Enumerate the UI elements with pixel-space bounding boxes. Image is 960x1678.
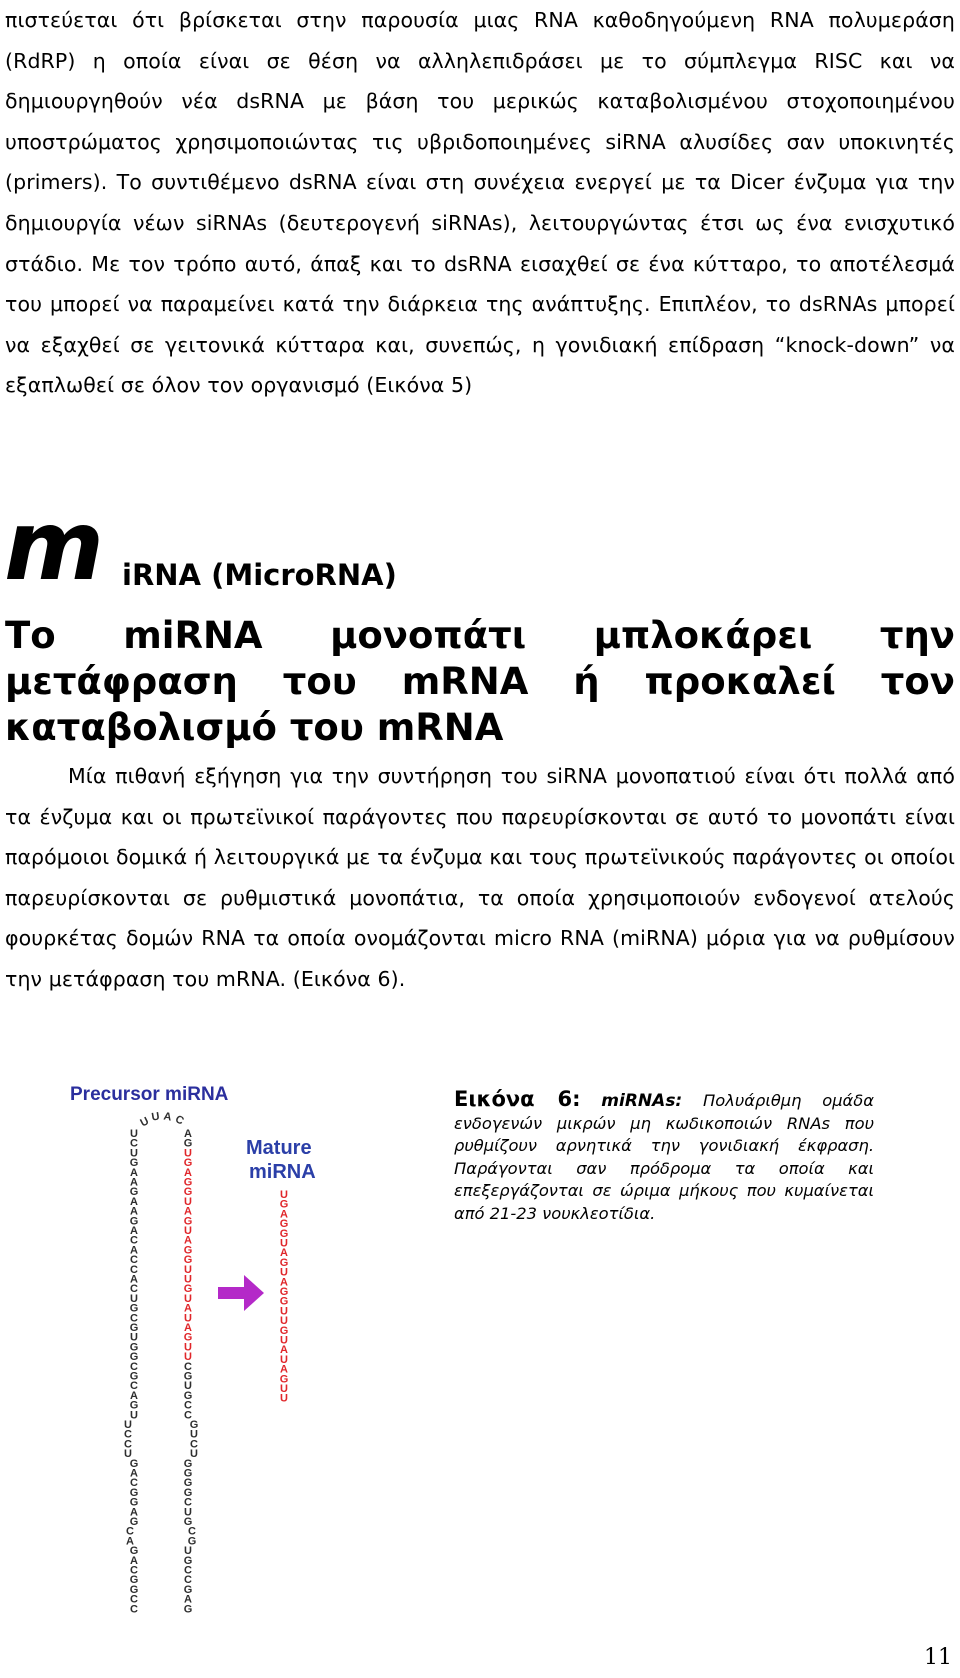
right-strand-nucleotide: A (184, 1128, 192, 1140)
mature-nucleotide: A (280, 1344, 288, 1357)
right-strand-nucleotide: G (183, 1186, 193, 1199)
right-strand-nucleotide: G (183, 1244, 193, 1257)
left-strand-nucleotide: A (130, 1195, 138, 1208)
body-paragraph-2: Μία πιθανή εξήγηση για την συντήρηση του siRNA μονοπατιού είναι ότι πολλά από τα ένζυμα και οι πρωτεϊνικοί παράγοντες που παρευρίσκονται σε αυτό το μονοπάτι είναι παρόμοιοι δομικά ή λειτουργικά με τα ένζυμα και τους πρωτεϊνικούς παράγοντες οι οποίοι παρευρίσκονται σε ρυθμιστικά μονοπάτια, τα οποία χρησιμοποιούν ενδογενοί ατελούς φουρκέτας δομών RNA τα οποία ονομάζονται micro RNA (miRNA) μόρια για να ρυθμίσουν την μετάφραση του mRNA. (Εικόνα 6). (5, 764, 955, 991)
left-strand-nucleotide: A (130, 1389, 138, 1402)
mature-nucleotide: U (280, 1305, 288, 1318)
loop-nucleotide: U (150, 1110, 161, 1124)
left-strand-nucleotide: C (130, 1283, 138, 1296)
left-strand-nucleotide: G (129, 1302, 139, 1315)
right-strand-nucleotide: C (184, 1496, 192, 1509)
left-strand-nucleotide: A (130, 1273, 138, 1286)
left-strand-nucleotide: C (130, 1593, 138, 1606)
mature-nucleotide: A (280, 1247, 288, 1260)
mature-nucleotide: G (279, 1373, 289, 1386)
right-strand-nucleotide: G (183, 1331, 193, 1344)
right-strand-nucleotide: U (184, 1147, 192, 1160)
figure-caption (454, 1088, 874, 1226)
processing-arrow-icon (218, 1275, 264, 1311)
mature-nucleotide: G (279, 1286, 289, 1298)
right-strand-nucleotide: U (184, 1341, 192, 1354)
left-strand-nucleotide: C (130, 1477, 138, 1490)
mature-nucleotide: U (280, 1266, 288, 1279)
left-strand-nucleotide: G (129, 1496, 139, 1509)
mature-nucleotide: A (280, 1208, 288, 1221)
right-strand-nucleotide: G (183, 1516, 193, 1528)
mature-nucleotide: U (280, 1353, 288, 1366)
caption-label: Εικόνα 6: (454, 1087, 581, 1111)
right-strand-nucleotide: G (189, 1419, 199, 1431)
left-strand-nucleotide: A (126, 1535, 134, 1548)
right-strand-nucleotide: C (184, 1360, 192, 1373)
left-strand-nucleotide: G (129, 1157, 139, 1170)
right-strand-nucleotide: G (183, 1283, 193, 1296)
mature-nucleotide: A (280, 1276, 288, 1289)
right-strand-nucleotide: C (184, 1399, 192, 1412)
left-strand-nucleotide: C (124, 1428, 132, 1441)
right-strand-nucleotide: U (184, 1195, 192, 1208)
section-heading-initial: m (4, 490, 101, 602)
mature-nucleotide: G (279, 1256, 289, 1269)
right-strand-nucleotide: U (184, 1506, 192, 1519)
left-strand-nucleotide: G (129, 1322, 139, 1334)
left-strand-nucleotide: G (129, 1486, 139, 1499)
mature-nucleotide: G (279, 1295, 289, 1308)
caption-text: Πολυάριθμη ομάδα ενδογενών μικρών μη κωδικοποιών RNAs που ρυθμίζουν αρνητικά την γονιδιακή έκφραση. Παράγονται σαν πρόδρομα τα οποία και επεξεργάζονται σε ώριμα μήκους που κυμαίνεται από 21-23 νουκλεοτίδια. (454, 1091, 874, 1223)
left-strand-nucleotide: A (130, 1225, 138, 1237)
right-strand-nucleotide: U (190, 1428, 198, 1441)
mature-nucleotide: G (279, 1324, 289, 1337)
hairpin-loop (138, 1110, 185, 1129)
left-strand-nucleotide: A (130, 1166, 138, 1179)
mature-mirna-sequence (280, 1189, 289, 1405)
mature-nucleotide: G (279, 1218, 289, 1231)
right-strand-nucleotide: A (184, 1593, 192, 1606)
section-heading: iRNA (MicroRNA) (122, 558, 397, 592)
right-strand-nucleotide: G (187, 1535, 197, 1548)
left-strand-nucleotide: A (130, 1205, 138, 1218)
precursor-right-strand (184, 1128, 199, 1615)
left-strand-nucleotide: U (130, 1292, 138, 1305)
left-strand-nucleotide: U (124, 1419, 132, 1431)
right-strand-nucleotide: G (183, 1389, 193, 1402)
precursor-left-strand (124, 1128, 138, 1615)
right-strand-nucleotide: U (184, 1312, 192, 1325)
left-strand-nucleotide: A (130, 1176, 138, 1189)
left-strand-nucleotide: G (129, 1545, 139, 1558)
mature-mirna-label-line1: Mature (246, 1137, 312, 1159)
right-strand-nucleotide: C (184, 1409, 192, 1422)
left-strand-nucleotide: C (130, 1564, 138, 1577)
loop-nucleotide: U (138, 1115, 151, 1130)
mature-nucleotide: U (280, 1189, 288, 1201)
left-strand-nucleotide: C (124, 1438, 132, 1451)
mature-nucleotide: U (280, 1315, 288, 1328)
mature-nucleotide: U (280, 1392, 288, 1405)
left-strand-nucleotide: G (129, 1516, 139, 1528)
precursor-mirna-label: Precursor miRNA (70, 1085, 229, 1105)
left-strand-nucleotide: G (129, 1341, 139, 1354)
caption-term: miRNAs: (601, 1091, 683, 1111)
left-strand-nucleotide: U (130, 1128, 138, 1140)
left-strand-nucleotide: C (126, 1525, 134, 1538)
left-strand-nucleotide: C (130, 1137, 138, 1150)
right-strand-nucleotide: U (190, 1448, 198, 1461)
mature-mirna-label-line2: miRNA (249, 1161, 316, 1183)
left-strand-nucleotide: G (129, 1351, 139, 1364)
right-strand-nucleotide: U (184, 1380, 192, 1393)
left-strand-nucleotide: A (130, 1467, 138, 1480)
right-strand-nucleotide: G (183, 1254, 193, 1267)
left-strand-nucleotide: G (129, 1370, 139, 1383)
mirna-figure (68, 1085, 368, 1655)
left-strand-nucleotide: G (129, 1215, 139, 1228)
left-strand-nucleotide: C (130, 1263, 138, 1276)
right-strand-nucleotide: G (183, 1137, 193, 1150)
left-strand-nucleotide: A (130, 1554, 138, 1567)
left-strand-nucleotide: C (130, 1254, 138, 1267)
right-strand-nucleotide: U (184, 1263, 192, 1276)
left-strand-nucleotide: C (130, 1380, 138, 1393)
left-strand-nucleotide: G (129, 1574, 139, 1587)
mature-nucleotide: U (280, 1237, 288, 1250)
right-strand-nucleotide: U (184, 1225, 192, 1237)
mature-nucleotide: U (280, 1383, 288, 1395)
left-strand-nucleotide: G (129, 1399, 139, 1412)
right-strand-nucleotide: A (184, 1166, 192, 1179)
right-strand-nucleotide: G (183, 1467, 193, 1480)
right-strand-nucleotide: G (183, 1477, 193, 1490)
mature-nucleotide: G (279, 1198, 289, 1211)
left-strand-nucleotide: G (129, 1583, 139, 1596)
right-strand-nucleotide: A (184, 1322, 192, 1334)
left-strand-nucleotide: U (124, 1448, 132, 1461)
right-strand-nucleotide: C (188, 1525, 196, 1538)
left-strand-nucleotide: U (130, 1409, 138, 1422)
section-subtitle: Το miRNA μονοπάτι μπλοκάρει την μετάφραση του mRNA ή προκαλεί τον καταβολισμό του mRNA (5, 614, 955, 749)
left-strand-nucleotide: G (129, 1186, 139, 1199)
left-strand-nucleotide: A (130, 1244, 138, 1257)
right-strand-nucleotide: G (183, 1583, 193, 1596)
right-strand-nucleotide: G (183, 1370, 193, 1383)
left-strand-nucleotide: C (130, 1360, 138, 1373)
right-strand-nucleotide: U (184, 1545, 192, 1558)
right-strand-nucleotide: A (184, 1234, 192, 1247)
left-strand-nucleotide: C (130, 1603, 138, 1616)
page-number: 11 (924, 1645, 952, 1670)
left-strand-nucleotide: U (130, 1147, 138, 1160)
right-strand-nucleotide: G (183, 1457, 193, 1470)
right-strand-nucleotide: C (184, 1564, 192, 1577)
right-strand-nucleotide: G (183, 1215, 193, 1228)
left-strand-nucleotide: U (130, 1331, 138, 1344)
right-strand-nucleotide: U (184, 1273, 192, 1286)
right-strand-nucleotide: G (183, 1157, 193, 1170)
right-strand-nucleotide: U (184, 1292, 192, 1305)
loop-nucleotide: C (173, 1113, 186, 1128)
right-strand-nucleotide: G (183, 1176, 193, 1189)
loop-nucleotide: A (162, 1110, 173, 1124)
right-strand-nucleotide: A (184, 1205, 192, 1218)
left-strand-nucleotide: C (130, 1312, 138, 1325)
mirna-hairpin-diagram (68, 1085, 368, 1655)
right-strand-nucleotide: U (184, 1351, 192, 1364)
mature-nucleotide: U (280, 1334, 288, 1347)
right-strand-nucleotide: G (183, 1554, 193, 1567)
right-strand-nucleotide: G (183, 1603, 193, 1616)
right-strand-nucleotide: A (184, 1302, 192, 1315)
left-strand-nucleotide: C (130, 1234, 138, 1247)
mature-nucleotide: G (279, 1227, 289, 1240)
left-strand-nucleotide: G (129, 1457, 139, 1470)
left-strand-nucleotide: A (130, 1506, 138, 1519)
body-paragraph-1: πιστεύεται ότι βρίσκεται στην παρουσία μιας RNA καθοδηγούμενη RNA πολυμεράση (RdRP) η οποία είναι σε θέση να αλληλεπιδράσει με το σύμπλεγμα RISC και να δημιουργηθούν νέα dsRNA με βάση του μερικώς καταβολισμένου στοχοποιημένου υποστρώματος χρησιμοποιώντας τις υβριδοποιημένες siRNA αλυσίδες σαν υποκινητές (primers). Το συντιθέμενο dsRNA είναι στη συνέχεια ενεργεί με τα Dicer ένζυμα για την δημιουργία νέων siRNAs (δευτερογενή siRNAs), λειτουργώντας έτσι ως ένα ενισχυτικό στάδιο. Με τον τρόπο αυτό, άπαξ και το dsRNA εισαχθεί σε ένα κύτταρο, το αποτέλεσμά του μπορεί να παραμείνει κατά την διάρκεια της ανάπτυξης. Επιπλέον, το dsRNAs μπορεί να εξαχθεί σε γειτονικά κύτταρα και, συνεπώς, η γονιδιακή επίδραση “knock-down” να εξαπλωθεί σε όλον τον οργανισμό (Εικόνα 5) (5, 8, 955, 398)
mature-nucleotide: A (280, 1363, 288, 1376)
right-strand-nucleotide: G (183, 1486, 193, 1499)
right-strand-nucleotide: C (184, 1574, 192, 1587)
right-strand-nucleotide: C (190, 1438, 198, 1451)
